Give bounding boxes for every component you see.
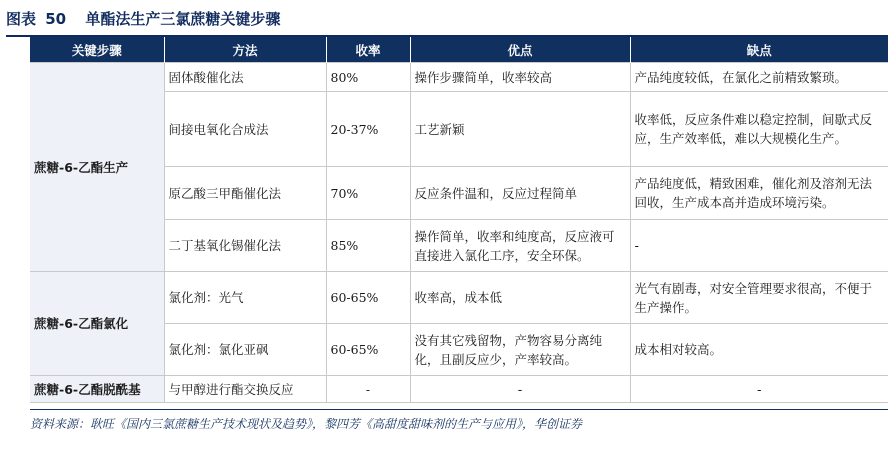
pros-cell: 反应条件温和，反应过程简单 <box>410 167 630 220</box>
method-cell: 与甲醇进行酯交换反应 <box>164 376 326 403</box>
cons-cell: 产品纯度较低，在氯化之前精致繁琐。 <box>630 63 888 92</box>
method-cell: 固体酸催化法 <box>164 63 326 92</box>
method-cell: 间接电氧化合成法 <box>164 92 326 167</box>
method-cell: 氯化剂：氯化亚砜 <box>164 324 326 376</box>
cons-cell: 收率低，反应条件难以稳定控制，间歇式反应，生产效率低，难以大规模化生产。 <box>630 92 888 167</box>
pros-cell: 操作简单，收率和纯度高，反应液可直接进入氯化工序，安全环保。 <box>410 220 630 272</box>
pros-cell: 操作步骤简单，收率较高 <box>410 63 630 92</box>
table-header-row <box>30 37 888 63</box>
cons-cell: - <box>630 376 888 403</box>
cons-cell: 成本相对较高。 <box>630 324 888 376</box>
rate-cell: 60-65% <box>326 272 410 324</box>
pros-cell: - <box>410 376 630 403</box>
cons-cell: 光气有剧毒，对安全管理要求很高，不便于生产操作。 <box>630 272 888 324</box>
pros-cell: 没有其它残留物，产物容易分离纯化，且副反应少，产率较高。 <box>410 324 630 376</box>
cons-cell: 产品纯度低，精致困难，催化剂及溶剂无法回收，生产成本高并造成环境污染。 <box>630 167 888 220</box>
rate-cell: 70% <box>326 167 410 220</box>
source-note: 资料来源：耿旺《国内三氯蔗糖生产技术现状及趋势》，黎四芳《高甜度甜味剂的生产与应用》，华创证券 <box>30 417 583 431</box>
step-cell: 蔗糖-6-乙酯脱酰基 <box>30 376 164 403</box>
rate-cell: - <box>326 376 410 403</box>
header-step: 关键步骤 <box>30 37 164 63</box>
rate-cell: 85% <box>326 220 410 272</box>
method-cell: 二丁基氧化锡催化法 <box>164 220 326 272</box>
method-cell: 氯化剂：光气 <box>164 272 326 324</box>
rate-cell: 20-37% <box>326 92 410 167</box>
step-cell: 蔗糖-6-乙酯氯化 <box>30 272 164 376</box>
figure-title <box>6 4 280 34</box>
header-pros: 优点 <box>410 37 630 63</box>
table-bottom-rule <box>30 409 888 410</box>
step-cell: 蔗糖-6-乙酯生产 <box>30 63 164 272</box>
header-rate: 收率 <box>326 37 410 63</box>
table-row <box>30 63 888 92</box>
figure-label: 图表 <box>6 10 37 28</box>
steps-table <box>30 37 888 403</box>
pros-cell: 收率高，成本低 <box>410 272 630 324</box>
figure-number: 50 <box>45 10 67 28</box>
method-cell: 原乙酸三甲酯催化法 <box>164 167 326 220</box>
cons-cell: - <box>630 220 888 272</box>
pros-cell: 工艺新颖 <box>410 92 630 167</box>
table-row <box>30 272 888 324</box>
header-cons: 缺点 <box>630 37 888 63</box>
table-row <box>30 376 888 403</box>
figure-title-text: 单酯法生产三氯蔗糖关键步骤 <box>85 10 281 28</box>
header-method: 方法 <box>164 37 326 63</box>
rate-cell: 60-65% <box>326 324 410 376</box>
rate-cell: 80% <box>326 63 410 92</box>
